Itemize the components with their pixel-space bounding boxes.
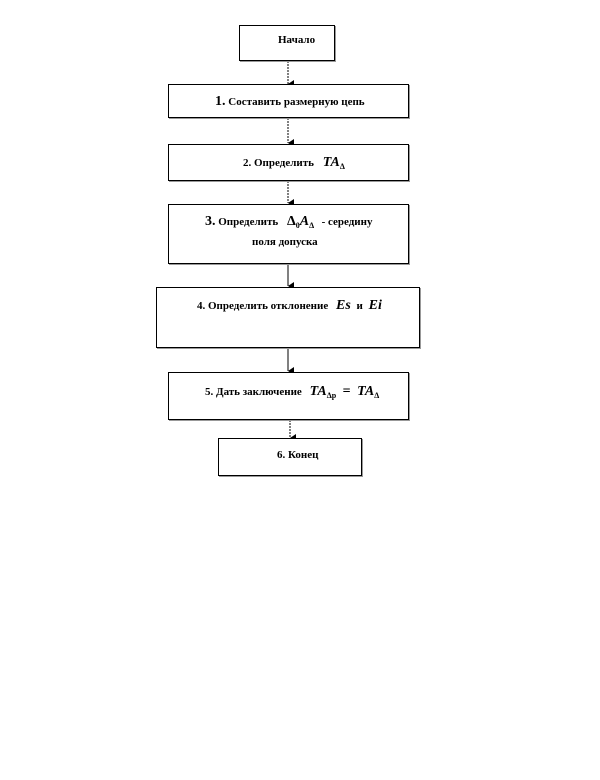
step-3-box — [168, 204, 409, 264]
step-3-number: 3. — [205, 214, 216, 229]
step-1-label — [215, 94, 365, 110]
step-4-label — [197, 298, 382, 314]
formula-sub-delta: Δ — [339, 162, 345, 171]
formula-ei: Ei — [368, 298, 382, 313]
formula-equals: = — [342, 384, 351, 399]
formula-rhs-ta: TA — [357, 384, 375, 399]
formula-rhs-sub: Δ — [374, 391, 380, 400]
step-4-conjunction: и — [356, 300, 363, 312]
step-5-formula — [310, 384, 380, 399]
step-2-text: 2. Определить — [243, 157, 314, 169]
formula-ta: TA — [322, 155, 340, 170]
step-1-text: Составить размерную цепь — [228, 96, 365, 108]
step-3-line-2: поля допуска — [252, 236, 318, 248]
step-5-box — [168, 372, 409, 420]
start-label: Начало — [278, 34, 316, 46]
start-node — [239, 25, 335, 61]
step-2-formula — [323, 155, 345, 170]
step-4-text: 4. Определить отклонение — [197, 300, 329, 312]
step-5-text: 5. Дать заключение — [205, 386, 302, 398]
formula-a: A — [299, 214, 310, 229]
formula-es: Es — [335, 298, 351, 313]
step-3-suffix: - середину — [321, 216, 373, 228]
formula-sub-delta-2: Δ — [309, 221, 315, 230]
step-1-box — [168, 84, 409, 118]
step-3-prefix: Определить — [218, 216, 279, 228]
step-2-label — [243, 155, 345, 171]
formula-sub-zero: 0 — [295, 221, 300, 230]
end-node — [218, 438, 362, 476]
formula-lhs-sub: Δр — [326, 391, 337, 400]
formula-lhs-ta: TA — [309, 384, 327, 399]
step-3-line-1 — [205, 214, 373, 230]
formula-delta: Δ — [286, 214, 296, 229]
step-2-box — [168, 144, 409, 181]
step-1-number: 1. — [215, 94, 226, 109]
end-label: 6. Конец — [277, 449, 319, 461]
step-3-formula — [287, 214, 318, 229]
step-5-label — [205, 384, 379, 400]
step-4-box — [156, 287, 420, 348]
